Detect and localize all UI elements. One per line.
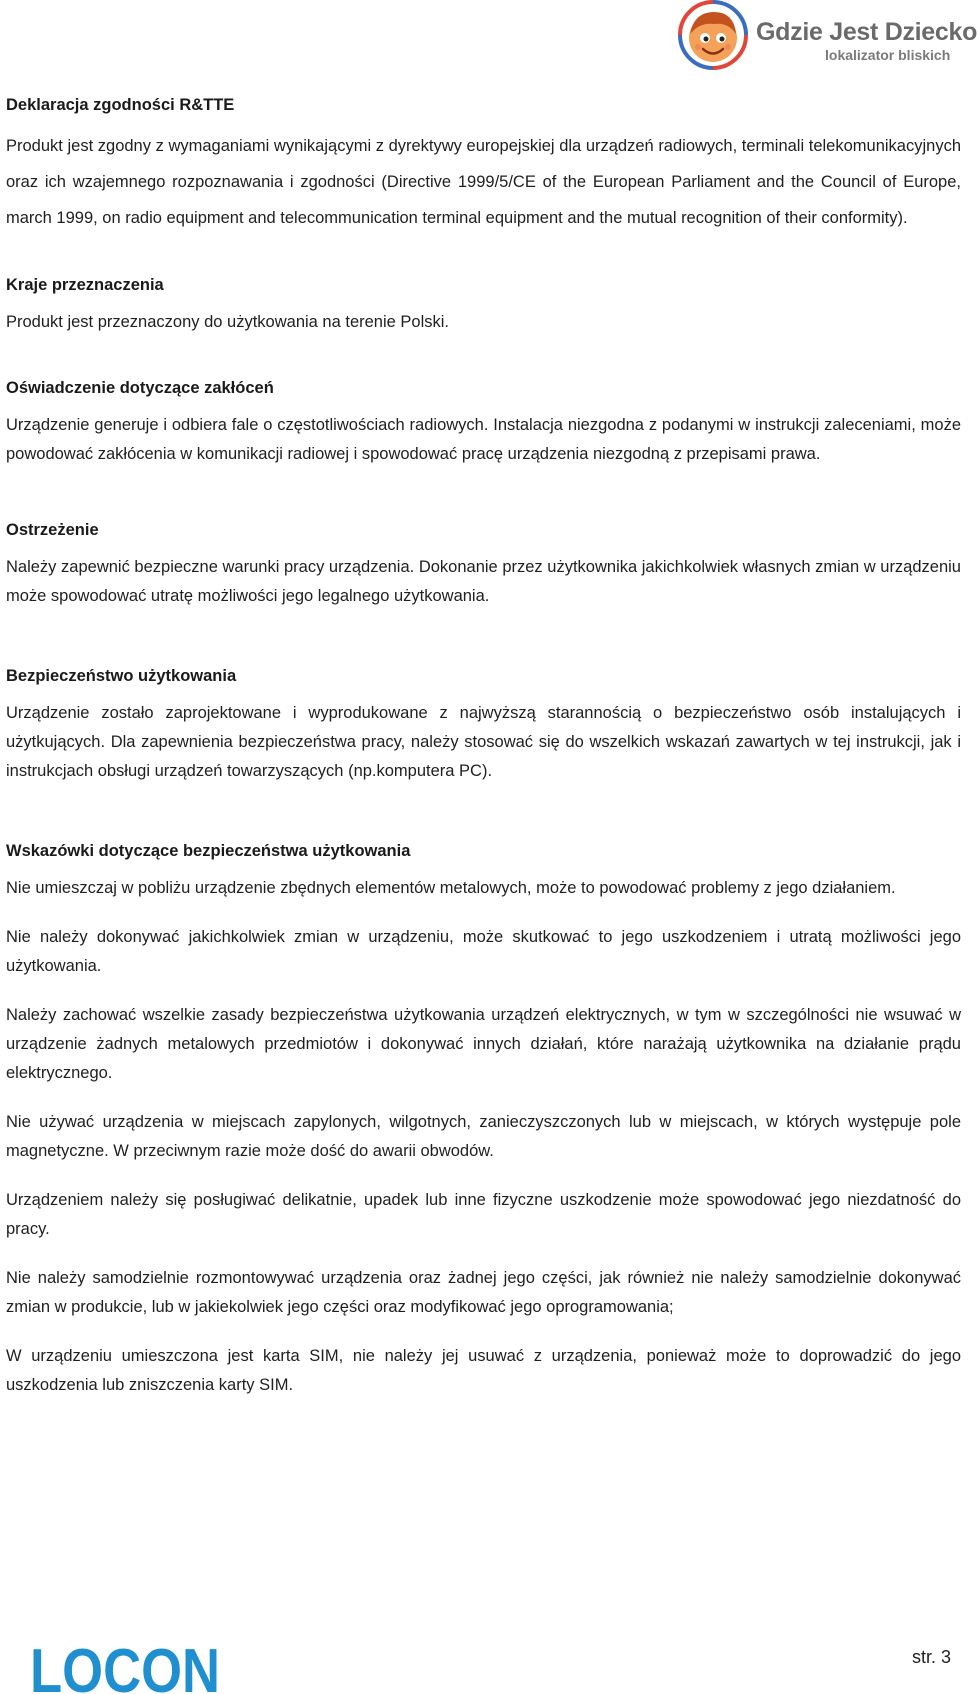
- section-warning: [6, 517, 961, 611]
- section-heading: Kraje przeznaczenia: [6, 276, 164, 294]
- page-number: str. 3: [912, 1647, 952, 1667]
- section-countries: [6, 272, 961, 337]
- section-paragraph: Nie należy samodzielnie rozmontowywać urządzenia oraz żadnej jego części, jak również nie należy samodzielnie dokonywać zmian w produkcie, lub w jakiekolwiek jego części oraz modyfikować jego oprogramowania;: [6, 1269, 961, 1316]
- section-paragraph: Nie należy dokonywać jakichkolwiek zmian w urządzeniu, może skutkować to jego uszkodzeniem i utratą możliwości jego użytkowania.: [6, 928, 961, 975]
- section-heading: Wskazówki dotyczące bezpieczeństwa użytkowania: [6, 842, 411, 860]
- section-paragraph: Urządzeniem należy się posługiwać delikatnie, upadek lub inne fizyczne uszkodzenie może spowodować jego niezdatność do pracy.: [6, 1191, 961, 1238]
- section-heading: Oświadczenie dotyczące zakłóceń: [6, 379, 274, 397]
- locon-logo: [30, 1637, 222, 1694]
- document-body: [6, 92, 961, 1400]
- section-rtte: [6, 92, 961, 236]
- section-paragraph: Produkt jest przeznaczony do użytkowania na terenie Polski.: [6, 313, 449, 331]
- section-safety-tips: [6, 838, 961, 1400]
- section-paragraph: Produkt jest zgodny z wymaganiami wynikającymi z dyrektywy europejskiej dla urządzeń radiowych, terminali telekomunikacyjnych oraz ich wzajemnego rozpoznawania i zgodności (Directive 1999/5/CE of the European Parliament and the Council of Europe, march 1999, on radio equipment and telecommunication terminal equipment and the mutual recognition of their conformity).: [6, 137, 961, 227]
- section-paragraph: Nie używać urządzenia w miejscach zapylonych, wilgotnych, zanieczyszczonych lub w miejscach, w których występuje pole magnetyczne. W przeciwnym razie może dość do awarii obwodów.: [6, 1113, 961, 1160]
- brand-tagline: lokalizator bliskich: [825, 47, 951, 63]
- section-paragraph: Urządzenie generuje i odbiera fale o częstotliwościach radiowych. Instalacja niezgodna z podanymi w instrukcji zaleceniami, może powodować zakłócenia w komunikacji radiowej i spowodować pracę urządzenia niezgodną z przepisami prawa.: [6, 416, 961, 463]
- section-heading: Ostrzeżenie: [6, 521, 99, 539]
- section-heading: Deklaracja zgodności R&TTE: [6, 96, 235, 114]
- section-paragraph: W urządzeniu umieszczona jest karta SIM, nie należy jej usuwać z urządzenia, ponieważ może to doprowadzić do jego uszkodzenia lub zniszczenia karty SIM.: [6, 1347, 961, 1394]
- child-face-icon: [678, 0, 748, 70]
- section-usage-safety: [6, 663, 961, 786]
- section-interference: [6, 375, 961, 469]
- brand-name: Gdzie Jest Dziecko: [756, 18, 977, 46]
- section-paragraph: Należy zapewnić bezpieczne warunki pracy urządzenia. Dokonanie przez użytkownika jakichkolwiek własnych zmian w urządzeniu może spowodować utratę możliwości jego legalnego użytkowania.: [6, 558, 961, 605]
- section-paragraph: Urządzenie zostało zaprojektowane i wyprodukowane z najwyższą starannością o bezpieczeństwo osób instalujących i użytkujących. Dla zapewnienia bezpieczeństwa pracy, należy stosować się do wszelkich wskazań zawartych w tej instrukcji, jak i instrukcjach obsługi urządzeń towarzyszących (np.komputera PC).: [6, 704, 961, 780]
- section-heading: Bezpieczeństwo użytkowania: [6, 667, 237, 685]
- section-paragraph: Należy zachować wszelkie zasady bezpieczeństwa użytkowania urządzeń elektrycznych, w tym w szczególności nie wsuwać w urządzenie żadnych metalowych przedmiotów i dokonywać innych działań, które narażają użytkownika na działanie prądu elektrycznego.: [6, 1006, 961, 1082]
- svg-text:LOCON: LOCON: [30, 1637, 220, 1694]
- section-paragraph: Nie umieszczaj w pobliżu urządzenie zbędnych elementów metalowych, może to powodować problemy z jego działaniem.: [6, 879, 896, 897]
- brand-logo: [678, 0, 977, 74]
